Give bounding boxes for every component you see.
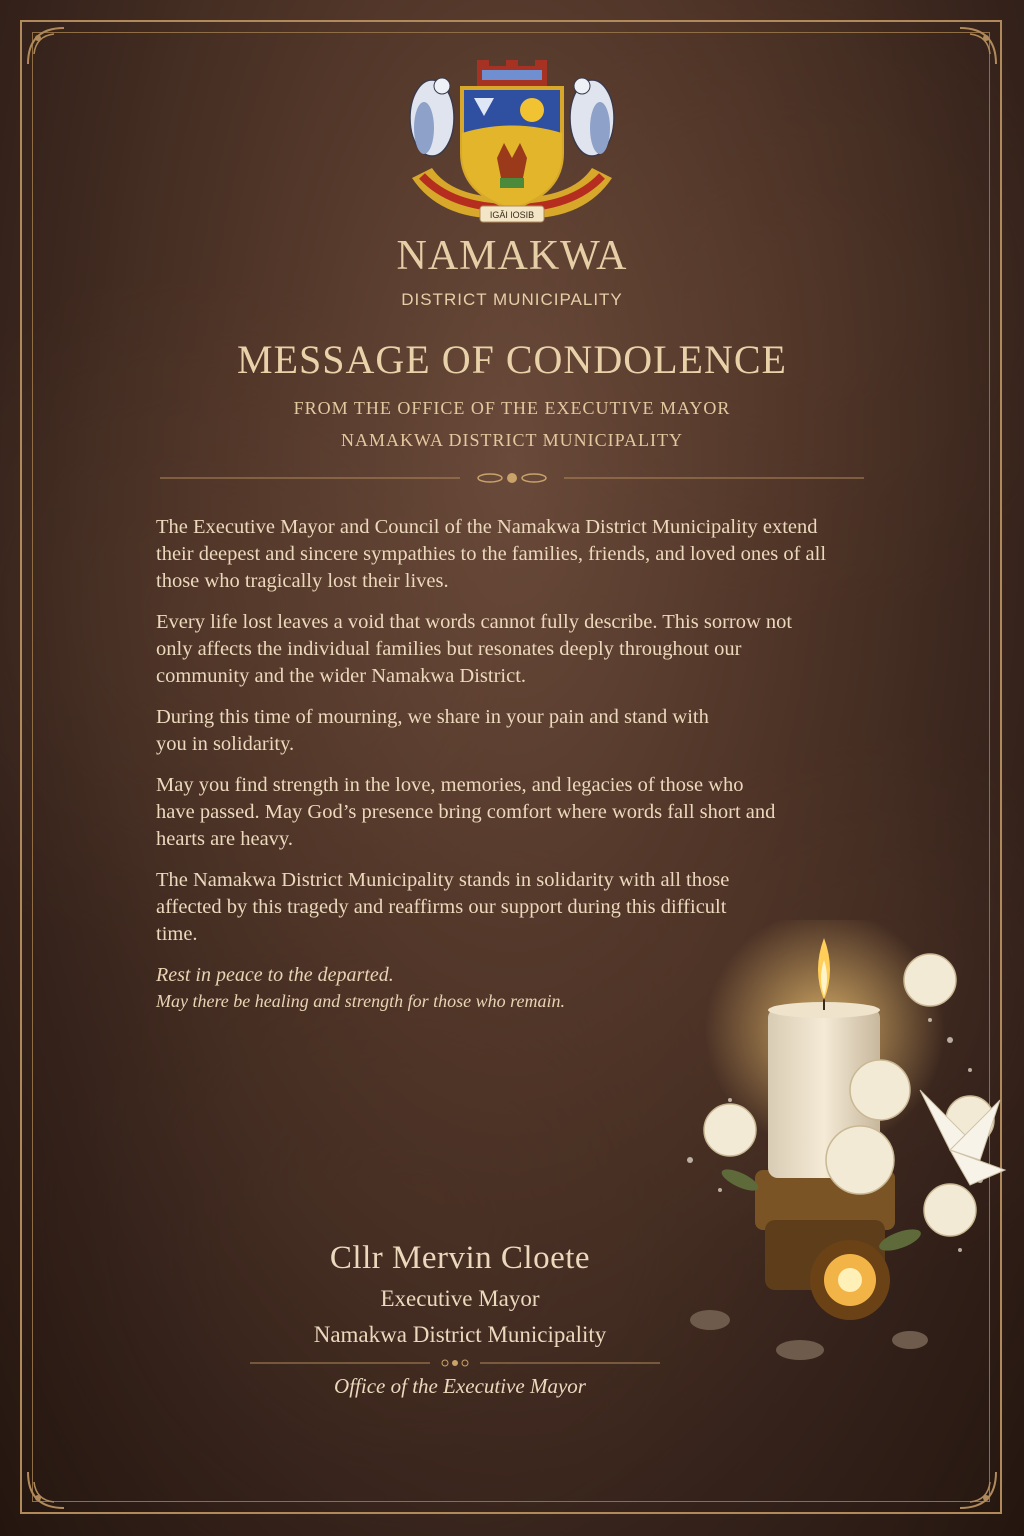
brand-subtitle: DISTRICT MUNICIPALITY <box>401 290 623 309</box>
corner-ornament-icon <box>24 24 84 84</box>
subtitle-municipality: NAMAKWA DISTRICT MUNICIPALITY <box>340 430 683 450</box>
message-paragraph: The Namakwa District Municipality stands in solidarity with all those affected by this tragedy and reaffirms our support during this difficult time. <box>156 869 730 945</box>
message-paragraph: May you find strength in the love, memories, and legacies of those who have passed. May God’s presence bring comfort where words fall short and hearts are heavy. <box>156 774 776 850</box>
candle-flowers-illustration <box>650 920 1010 1390</box>
message-paragraph: Every life lost leaves a void that words cannot fully describe. This sorrow not only affects the individual families but resonates deeply throughout our community and the wider Namakwa District. <box>156 611 793 687</box>
corner-ornament-icon <box>24 1452 84 1512</box>
subtitle-office: FROM THE OFFICE OF THE EXECUTIVE MAYOR <box>293 398 731 418</box>
closing-line-rest: Rest in peace to the departed. <box>156 964 394 986</box>
corner-ornament-icon <box>940 24 1000 84</box>
brand-name: NAMAKWA <box>396 233 628 279</box>
message-paragraph: During this time of mourning, we share in your pain and stand with you in solidarity. <box>156 706 709 755</box>
signatory-organization: Namakwa District Municipality <box>313 1322 607 1347</box>
svg-text:IGÂI ǀOSIB: IGÂI ǀOSIB <box>489 210 535 220</box>
signatory-office: Office of the Executive Mayor <box>334 1374 586 1398</box>
page-title: MESSAGE OF CONDOLENCE <box>237 337 787 382</box>
coat-of-arms-logo <box>382 58 642 228</box>
corner-ornament-icon <box>940 1452 1000 1512</box>
closing-line-healing: May there be healing and strength for those who remain. <box>156 991 565 1011</box>
signatory-name: Cllr Mervin Cloete <box>329 1240 591 1276</box>
message-paragraph: The Executive Mayor and Council of the Namakwa District Municipality extend their deepest and sincere sympathies to the families, friends, and loved ones of all those who tragically lost their lives. <box>156 516 827 592</box>
signature-divider-icon <box>250 1356 660 1370</box>
signatory-role: Executive Mayor <box>380 1286 540 1311</box>
ornamental-divider-icon <box>160 470 864 486</box>
